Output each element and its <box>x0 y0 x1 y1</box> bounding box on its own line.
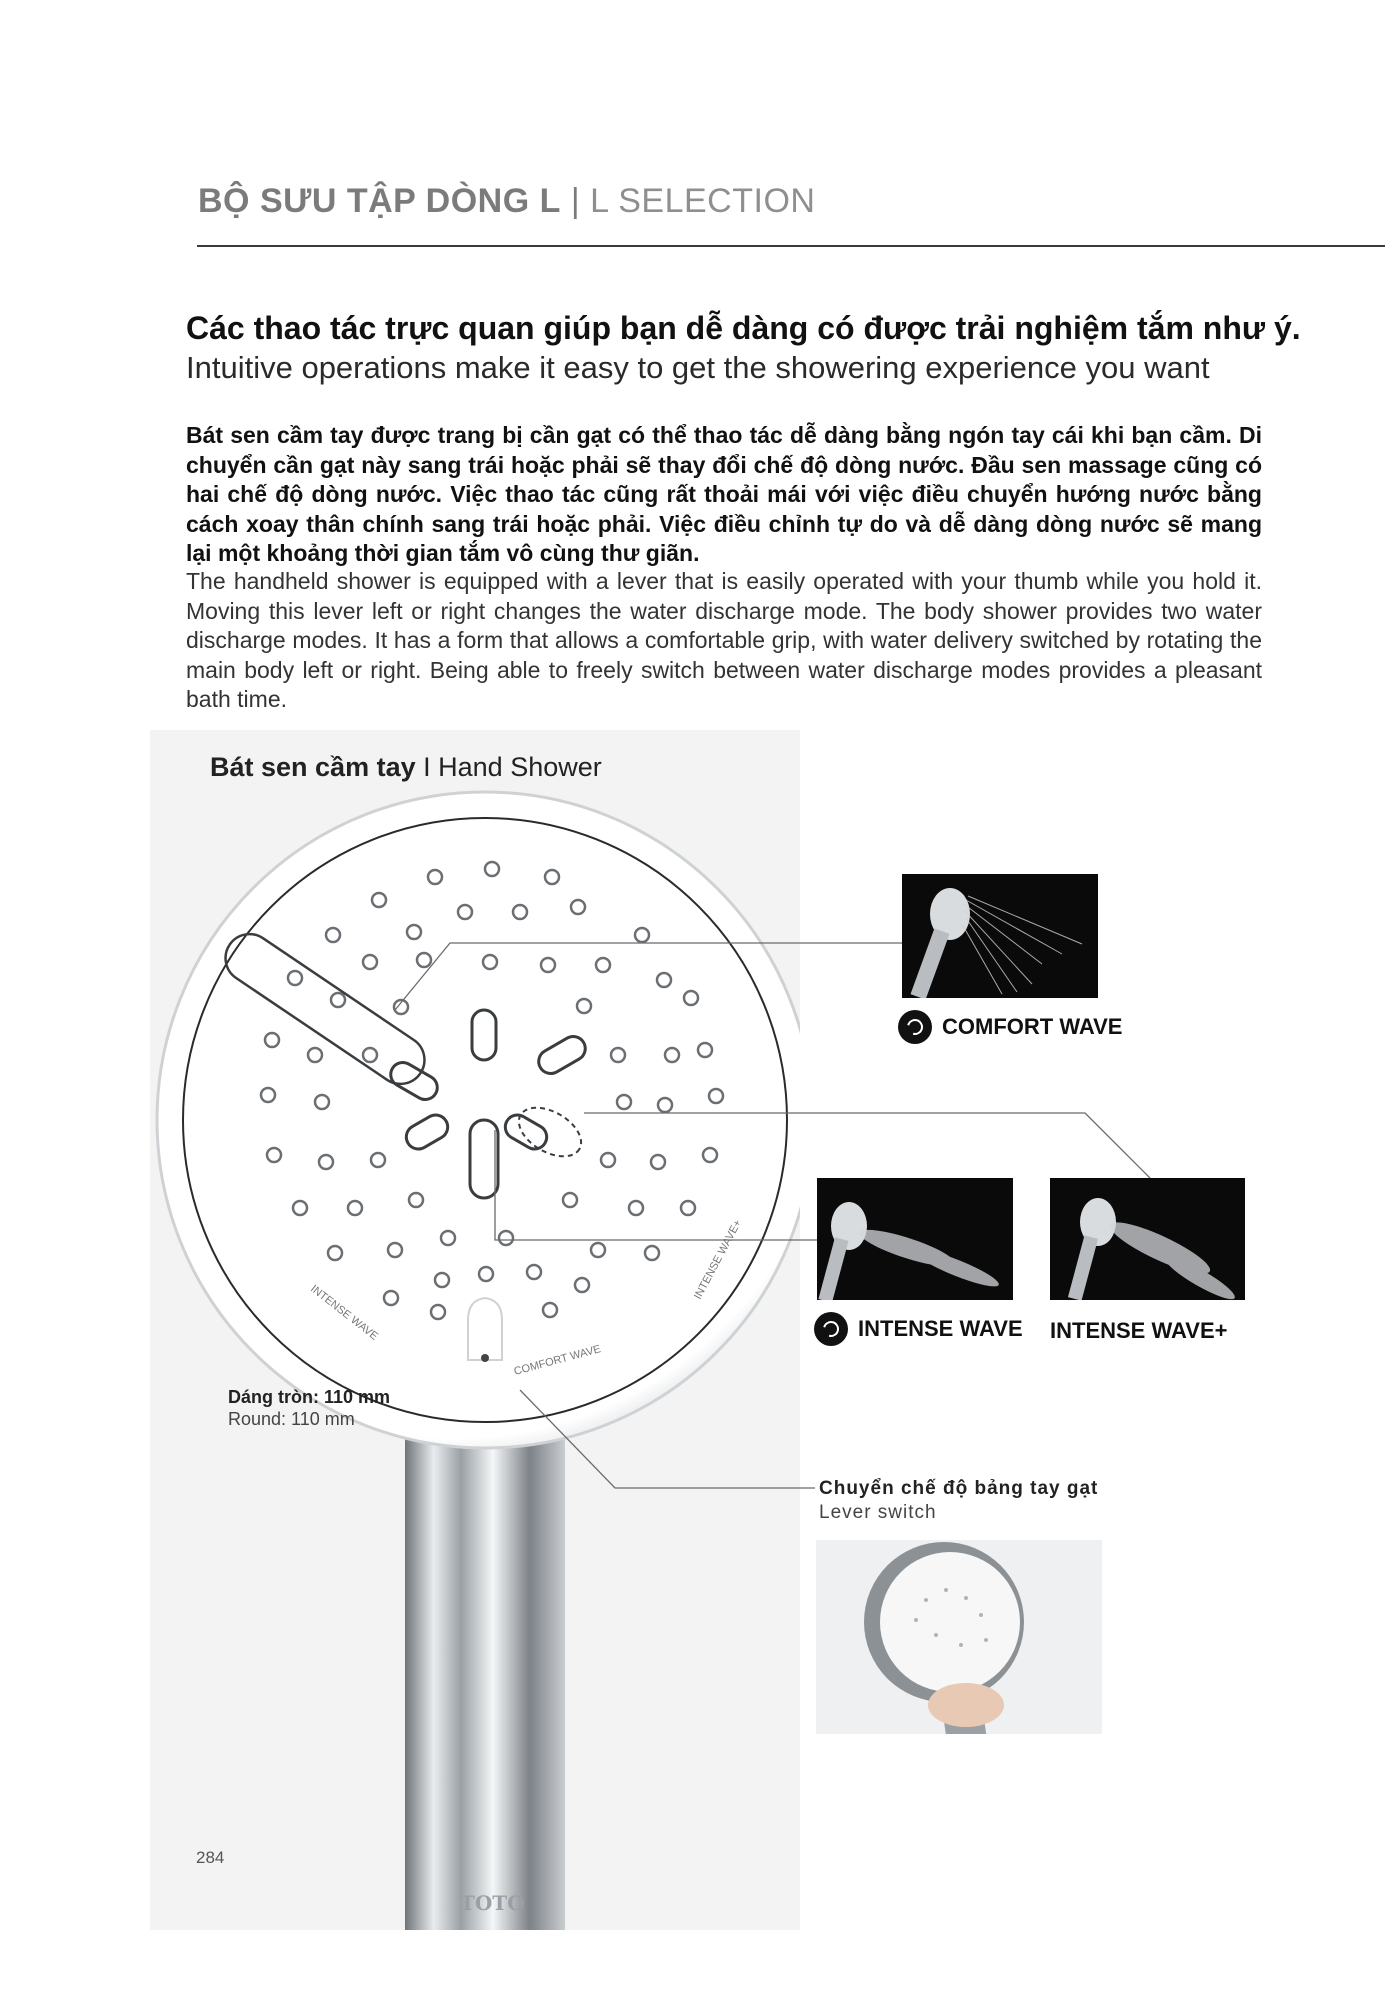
mode-intense-wave-label: INTENSE WAVE <box>858 1316 1023 1341</box>
mode-intense-wave <box>814 1312 1023 1346</box>
ring-label-comfort-wave: COMFORT WAVE <box>512 1343 603 1378</box>
mode-intense-wave-plus <box>1050 1318 1227 1344</box>
product-title-en: Hand Shower <box>438 752 602 782</box>
headline-vi: Các thao tác trực quan giúp bạn dễ dàng có được trải nghiệm tắm như ý. <box>186 310 1301 346</box>
header-separator: | <box>570 182 581 220</box>
comfort-wave-icon <box>898 1010 932 1044</box>
lever-caption-en: Lever switch <box>819 1502 937 1523</box>
header-title-en: L SELECTION <box>590 182 816 220</box>
callout-intense-wave-plus <box>584 1113 1150 1178</box>
product-title-separator: I <box>423 752 431 782</box>
intense-wave-plus-photo <box>1050 1178 1245 1300</box>
ring-label-intense-wave: INTENSE WAVE <box>308 1282 381 1343</box>
intense-wave-photo <box>817 1178 1013 1300</box>
mode-intense-wave-plus-label: INTENSE WAVE+ <box>1050 1318 1228 1343</box>
headline-en: Intuitive operations make it easy to get the showering experience you want <box>186 350 1210 385</box>
lever-switch-photo <box>816 1540 1102 1734</box>
header-title-vi: BỘ SƯU TẬP DÒNG L <box>198 182 561 220</box>
callout-intense-wave <box>495 1130 817 1240</box>
intense-wave-icon <box>814 1312 848 1346</box>
body-text-vi: Bát sen cầm tay được trang bị cần gạt có thể thao tác dễ dàng bằng ngón tay cái khi bạn cầm. Di chuyển cần gạt này sang trái hoặc phải sẽ thay đổi chế độ dòng nước. Đầu sen massage cũng có hai chế độ dòng nước. Việc thao tác cũng rất thoải mái với việc điều chuyển hướng nước bằng cách xoay thân chính sang trái hoặc phải. Việc điều chỉnh tự do và dễ dàng dòng nước sẽ mang lại một khoảng thời gian tắm vô cùng thư giãn. <box>186 422 1262 566</box>
body-text-en: The handheld shower is equipped with a lever that is easily operated with your thumb while you hold it. Moving this lever left or right changes the water discharge mode. The body shower provides two water discharge modes. It has a form that allows a comfortable grip, with water delivery switched by rotating the main body left or right. Being able to freely switch between water discharge modes provides a pleasant bath time. <box>186 568 1262 712</box>
brand-mark: TOTO <box>460 1891 525 1915</box>
ring-label-intense-wave-plus: INTENSE WAVE+ <box>692 1217 745 1302</box>
comfort-wave-photo <box>902 874 1098 998</box>
callout-comfort-wave <box>395 943 902 1010</box>
dimension-en: Round: 110 mm <box>228 1409 355 1429</box>
dimension-vi: Dáng tròn: 110 mm <box>228 1387 391 1407</box>
mode-comfort-wave-label: COMFORT WAVE <box>942 1014 1123 1039</box>
lever-caption-vi: Chuyển chế độ bảng tay gạt <box>819 1478 1099 1499</box>
mode-comfort-wave <box>898 1010 1122 1044</box>
callout-lever <box>520 1390 815 1488</box>
page-number: 284 <box>196 1848 225 1867</box>
product-title-vi: Bát sen cầm tay <box>210 752 416 782</box>
